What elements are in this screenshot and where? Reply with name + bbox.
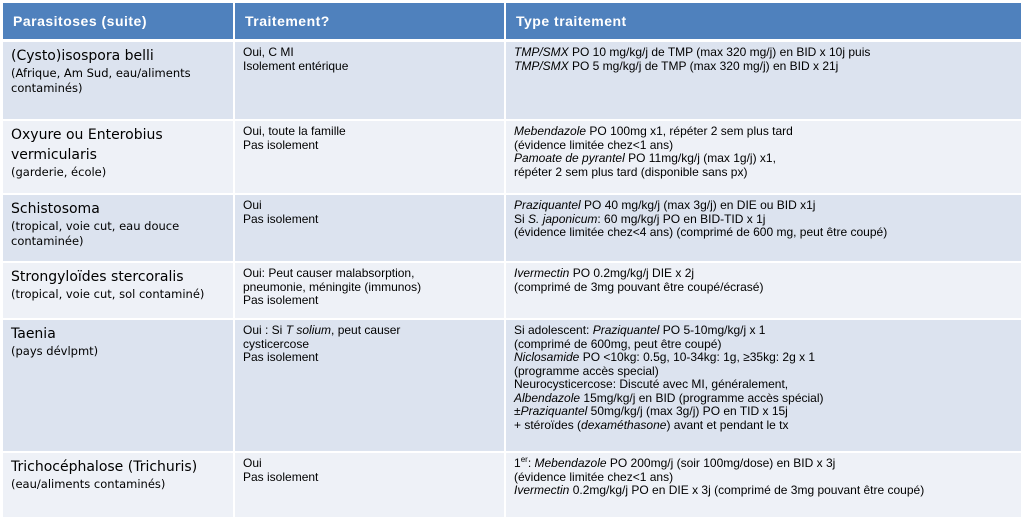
drug-name: TMP/SMX [514,58,569,73]
treatment-type-line: (évidence limitée chez<1 ans) [514,469,674,484]
parasite-cell [3,121,235,195]
treatment-line: pneumonie, méningite (immunos) [243,279,422,294]
parasite-note: (garderie, école) [11,165,107,179]
treatment-cell [235,320,506,453]
parasite-note: (tropical, voie cut, sol contaminé) [11,287,205,301]
parasite-note: (pays dévlpmt) [11,344,99,358]
header-traitement: Traitement? [235,3,506,42]
treatment-line: Pas isolement [243,293,319,307]
treatment-cell [235,263,506,320]
treatment-type-cell [506,195,1021,263]
drug-name: Pamoate de pyrantel [514,151,625,165]
treatment-cell [235,453,506,519]
drug-name: S. japonicum [528,211,598,226]
drug-name: Praziquantel [592,323,660,337]
parasite-cell [3,320,235,453]
treatment-type-cell [506,453,1021,519]
table-row [3,121,1021,195]
drug-name: Praziquantel [514,198,581,212]
treatment-type-line: (évidence limitée chez<1 ans) [514,137,674,152]
drug-name: Albendazole [514,390,581,405]
treatment-type-line: Si S. japonicum: 60 mg/kg/j PO en BID-TID x 1j [514,211,766,226]
treatment-line: Oui, toute la famille [243,124,346,138]
treatment-type-cell [506,42,1021,121]
drug-name: Niclosamide [514,350,580,364]
drug-name: Mebendazole [534,456,607,470]
drug-name: Ivermectin [514,483,570,497]
treatment-type-line: répéter 2 sem plus tard (disponible sans px) [514,164,748,179]
header-type-traitement: Type traitement [506,3,1021,42]
treatment-line: Oui : Si T solium, peut causer [243,323,401,337]
parasite-name: Strongyloïdes stercoralis [11,269,184,285]
treatment-type-cell [506,263,1021,320]
treatment-type-line: ±Praziquantel 50mg/kg/j (max 3g/j) PO en TID x 15j [514,404,788,418]
treatment-type-line: TMP/SMX PO 10 mg/kg/j de TMP (max 320 mg/j) en BID x 10j puis [514,45,871,59]
treatment-type-line: Niclosamide PO <10kg: 0.5g, 10-34kg: 1g, ≥35kg: 2g x 1 [514,350,816,364]
drug-name: Praziquantel [520,404,588,418]
treatment-line: Isolement entérique [243,58,349,73]
treatment-type-line: Praziquantel PO 40 mg/kg/j (max 3g/j) en DIE ou BID x1j [514,198,816,212]
parasite-note: (eau/aliments contaminés) [11,477,166,491]
species-name: T solium [285,323,332,337]
treatment-type-line: Si adolescent: Praziquantel PO 5-10mg/kg/j x 1 [514,323,766,337]
table-row [3,320,1021,453]
parasite-note: (tropical, voie cut, eau douce contaminée) [11,219,180,248]
treatment-type-line: 1er: Mebendazole PO 200mg/j (soir 100mg/dose) en BID x 3j [514,455,836,470]
treatment-type-line: Pamoate de pyrantel PO 11mg/kg/j (max 1g/j) x1, [514,151,776,165]
parasite-cell [3,42,235,121]
treatment-type-line: + stéroïdes (dexaméthasone) avant et pendant le tx [514,417,789,432]
parasite-note: (Afrique, Am Sud, eau/aliments contaminés) [11,66,191,95]
treatment-type-line: (programme accès special) [514,363,659,378]
drug-name: dexaméthasone [581,417,667,432]
table-body [3,42,1021,519]
treatment-line: Oui: Peut causer malabsorption, [243,266,415,280]
ordinal-suffix: er [520,455,528,464]
treatment-line: Pas isolement [243,137,319,152]
treatment-line: Pas isolement [243,469,319,484]
parasite-name: Schistosoma [11,201,100,217]
table-row [3,195,1021,263]
parasite-name: (Cysto)isospora belli [11,48,154,64]
treatment-cell [235,42,506,121]
treatment-type-line: Neurocysticercose: Discuté avec MI, généralement, [514,377,789,391]
drug-name: Ivermectin [514,266,570,280]
table-row [3,453,1021,519]
treatment-cell [235,195,506,263]
treatment-type-line: Ivermectin PO 0.2mg/kg/j DIE x 2j [514,266,695,280]
treatment-line: Pas isolement [243,350,319,364]
treatment-line: Oui [243,198,262,212]
parasite-cell [3,263,235,320]
treatment-line: Pas isolement [243,211,319,226]
treatment-type-cell [506,320,1021,453]
treatment-cell [235,121,506,195]
table-row [3,263,1021,320]
parasitoses-table [3,3,1021,519]
parasite-cell [3,195,235,263]
treatment-line: cysticercose [243,336,310,351]
parasite-name: Taenia [11,326,56,342]
header-parasitoses: Parasitoses (suite) [3,3,235,42]
drug-name: Mebendazole [514,124,587,138]
treatment-type-line: TMP/SMX PO 5 mg/kg/j de TMP (max 320 mg/j) en BID x 21j [514,58,839,73]
treatment-type-cell [506,121,1021,195]
parasite-name: Oxyure ou Enterobius vermicularis [11,127,163,163]
parasite-name: Trichocéphalose (Trichuris) [11,459,198,475]
treatment-type-line: Albendazole 15mg/kg/j en BID (programme accès spécial) [514,390,824,405]
treatment-type-line: (évidence limitée chez<4 ans) (comprimé de 600 mg, peut être coupé) [514,225,888,239]
treatment-line: Oui, C MI [243,45,294,59]
header-row [3,3,1021,42]
parasite-cell [3,453,235,519]
table-row [3,42,1021,121]
treatment-type-line: (comprimé de 3mg pouvant être coupé/écrasé) [514,279,764,294]
treatment-type-line: (comprimé de 600mg, peut être coupé) [514,336,722,351]
treatment-type-line: Ivermectin 0.2mg/kg/j PO en DIE x 3j (comprimé de 3mg pouvant être coupé) [514,483,925,497]
drug-name: TMP/SMX [514,45,569,59]
treatment-type-line: Mebendazole PO 100mg x1, répéter 2 sem plus tard [514,124,793,138]
treatment-line: Oui [243,456,262,470]
